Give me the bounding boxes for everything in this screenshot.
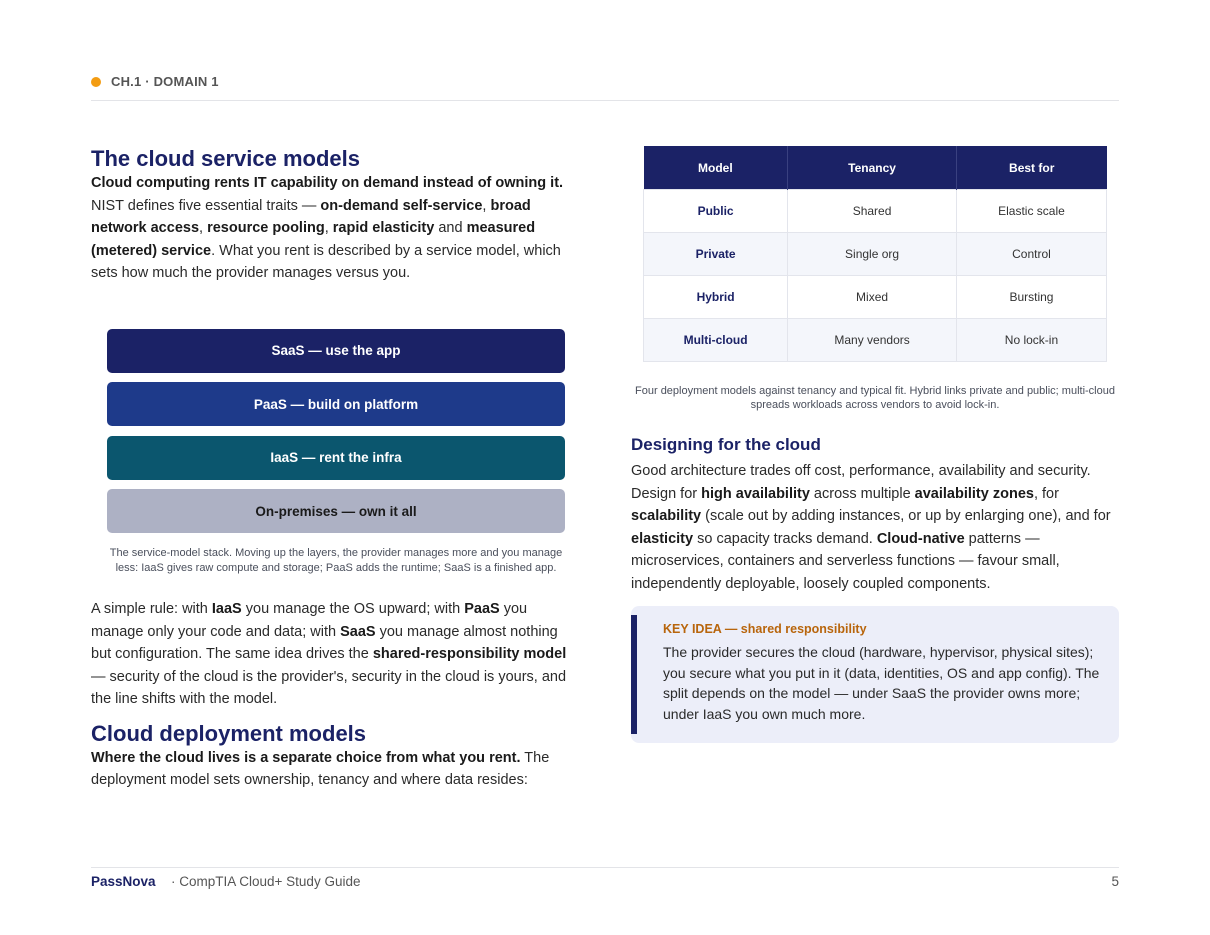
guide-title: · CompTIA Cloud+ Study Guide (171, 874, 361, 889)
design-text-3: , for (1033, 485, 1059, 502)
header-model: Model (644, 146, 788, 190)
deploy-text: The deployment model sets ownership, tenancy and where data resides: (91, 749, 550, 788)
term-availability-zones: availability zones (914, 485, 1034, 502)
page-number: 5 (1111, 874, 1119, 889)
chapter-label: CH.1 · DOMAIN 1 (111, 74, 219, 89)
trait-4: rapid elasticity (332, 220, 435, 236)
key-idea-box (631, 606, 1119, 743)
trait-3: resource pooling (207, 220, 325, 236)
key-idea-title: KEY IDEA — shared responsibility (663, 622, 867, 636)
cell-model: Multi-cloud (644, 319, 788, 362)
rule-model: shared-responsibility model (372, 646, 567, 662)
key-idea-text: The provider secures the cloud (hardware, hypervisor, physical sites); you secure what you put in it (data, identities, OS and app config). The split depends on the model — under SaaS the provider owns more; under IaaS you own much more. (663, 644, 1100, 722)
layer-paas: PaaS — build on platform (107, 382, 565, 426)
deployment-table (643, 146, 1107, 362)
term-elasticity: elasticity (631, 530, 694, 547)
layer-saas: SaaS — use the app (107, 329, 565, 373)
right-column (631, 146, 1119, 743)
cell-model: Public (644, 190, 788, 233)
layer-iaas: IaaS — rent the infra (107, 436, 565, 480)
cell-tenancy: Shared (788, 190, 957, 233)
header-best-for: Best for (956, 146, 1106, 190)
rule-text-4: you manage almost nothing but configuration. The same idea drives the (91, 623, 558, 662)
design-text-5: so capacity tracks demand. (693, 530, 877, 547)
service-model-stack (107, 329, 565, 534)
table-row (644, 190, 1107, 233)
table-header-row (644, 146, 1107, 190)
table-row (644, 233, 1107, 276)
header-tenancy: Tenancy (788, 146, 957, 190)
section-title-designing: Designing for the cloud (631, 435, 821, 454)
section-title-service-models: The cloud service models (91, 146, 360, 171)
cell-best-for: No lock-in (956, 319, 1106, 362)
cell-best-for: Bursting (956, 276, 1106, 319)
sep-2: , (199, 220, 208, 236)
page-footer (91, 867, 1119, 896)
intro-text-2: . What you rent is described by a service model, which sets how much the provider manages versus you. (91, 242, 561, 281)
design-text-6: patterns — microservices, containers and serverless functions — favour small, independently deployable, loosely coupled components. (631, 530, 1060, 592)
deploy-lead: Where the cloud lives is a separate choice from what you rent. (91, 749, 521, 766)
table-row (644, 319, 1107, 362)
brand-name: PassNova (91, 874, 156, 889)
cell-tenancy: Single org (788, 233, 957, 276)
section-title-deployment-models: Cloud deployment models (91, 720, 367, 746)
cell-model: Hybrid (644, 276, 788, 319)
design-text-1: Good architecture trades off cost, performance, availability and security. Design for (631, 463, 1091, 502)
term-high-availability: high availability (701, 485, 810, 502)
sep-3: , (324, 220, 333, 236)
rule-text-3: you manage only your code and data; with (91, 601, 528, 640)
cell-model: Private (644, 233, 788, 276)
rule-saas: SaaS (340, 623, 376, 640)
rule-text-5: — security of the cloud is the provider's, security in the cloud is yours, and the line shifts with the model. (91, 668, 567, 707)
trait-5: measured (metered) service (91, 220, 536, 259)
rule-iaas: IaaS (211, 601, 242, 617)
intro-paragraph (91, 172, 581, 285)
trait-2: broad network access (91, 197, 531, 236)
term-cloud-native: Cloud-native (876, 530, 965, 547)
cell-best-for: Elastic scale (956, 190, 1106, 233)
rule-paragraph (91, 598, 581, 711)
term-scalability: scalability (631, 508, 702, 524)
left-column (91, 146, 581, 792)
rule-paas: PaaS (464, 601, 500, 617)
design-text-4: (scale out by adding instances, or up by enlarging one), and for (701, 508, 1111, 524)
design-text-2: across multiple (809, 485, 915, 502)
trait-1: on-demand self-service (320, 197, 483, 214)
rule-text-2: you manage the OS upward; with (241, 601, 465, 617)
design-paragraph (631, 460, 1119, 595)
and-1: and (434, 220, 467, 236)
chapter-dot-icon (91, 77, 101, 87)
page-header (91, 72, 1119, 101)
cell-best-for: Control (956, 233, 1106, 276)
rule-text-1: A simple rule: with (91, 601, 212, 617)
table-caption: Four deployment models against tenancy and typical fit. Hybrid links private and public; multi-cloud spreads workloads across vendors to avoid lock-in. (635, 385, 1115, 411)
intro-text-1: NIST defines five essential traits — (91, 197, 321, 214)
sep-1: , (482, 197, 491, 214)
layer-onprem: On-premises — own it all (107, 489, 565, 533)
deploy-paragraph (91, 747, 581, 792)
cell-tenancy: Mixed (788, 276, 957, 319)
intro-lead: Cloud computing rents IT capability on demand instead of owning it. (91, 175, 564, 191)
stack-caption: The service-model stack. Moving up the layers, the provider manages more and you manage less: IaaS gives raw compute and storage; PaaS adds the runtime; SaaS is a finished app. (109, 547, 563, 574)
key-idea-accent-bar (631, 615, 637, 734)
table-row (644, 276, 1107, 319)
cell-tenancy: Many vendors (788, 319, 957, 362)
